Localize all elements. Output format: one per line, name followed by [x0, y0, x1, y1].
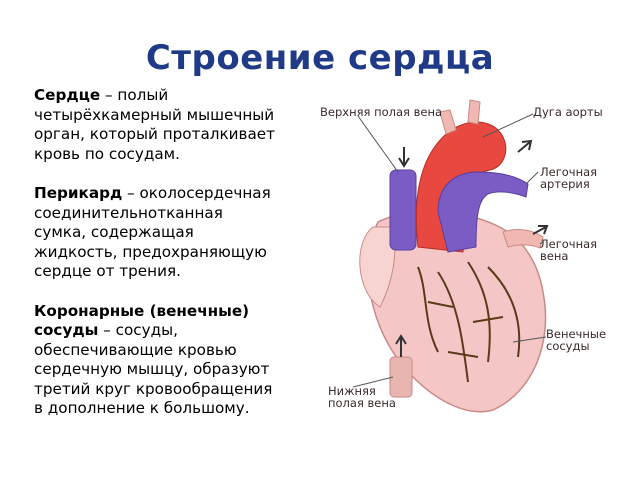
definition-line: – сосуды,: [98, 321, 178, 339]
definition-line: четырёхкамерный мышечный: [34, 105, 275, 124]
definition-line: сердце от трения.: [34, 262, 181, 280]
label-line: вена: [540, 249, 569, 263]
definition-coronary: [34, 302, 312, 419]
term-coronary-2: сосуды: [34, 321, 99, 339]
label-superior-vena-cava: Верхняя полая вена: [320, 105, 443, 119]
definition-heart: [34, 86, 312, 164]
definition-line: [34, 321, 312, 341]
label-line: артерия: [540, 177, 590, 191]
definition-line: сердечную мышцу, образуют: [34, 360, 270, 378]
heart-diagram: [318, 92, 618, 422]
definitions-text: [34, 86, 312, 439]
aortic-branch: [468, 100, 480, 124]
definition-line: в дополнение к большому.: [34, 399, 250, 417]
page-title: Строение сердца: [145, 38, 495, 78]
arrow: [518, 141, 531, 152]
definition-line: кровь по сосудам.: [34, 144, 180, 163]
leader-line: [358, 116, 398, 172]
arrow: [399, 147, 409, 166]
aortic-branch: [440, 110, 456, 134]
label-pulmonary-vein: [540, 238, 597, 262]
definition-line: – околосердечная: [122, 184, 271, 202]
term-heart: Сердце: [34, 86, 101, 104]
label-line: Венечные: [546, 327, 607, 341]
label-inferior-vena-cava: [328, 385, 396, 409]
arrow: [533, 226, 547, 234]
definition-line: сумка, содержащая: [34, 223, 194, 241]
label-coronary-vessels: [546, 328, 606, 352]
label-line: Легочная: [540, 237, 598, 251]
definition-line: соединительнотканная: [34, 203, 223, 222]
definition-pericardium: [34, 184, 312, 282]
definition-line: жидкость, предохраняющую: [34, 242, 267, 261]
definition-line: – полый: [100, 86, 169, 104]
label-pulmonary-artery: [540, 166, 597, 190]
definition-line: орган, который проталкивает: [34, 125, 275, 143]
label-line: Нижняя: [328, 384, 376, 398]
leader-line: [526, 172, 538, 184]
label-aortic-arch: Дуга аорты: [533, 105, 603, 119]
definition-line: обеспечивающие кровью: [34, 340, 237, 359]
definition-line: третий круг кровообращения: [34, 379, 273, 398]
label-line: сосуды: [546, 339, 590, 353]
label-line: Легочная: [540, 165, 598, 179]
term-coronary: Коронарные (венечные): [34, 301, 250, 320]
term-pericardium: Перикард: [34, 184, 123, 202]
superior-vena-cava: [390, 170, 416, 250]
label-line: полая вена: [328, 396, 396, 410]
